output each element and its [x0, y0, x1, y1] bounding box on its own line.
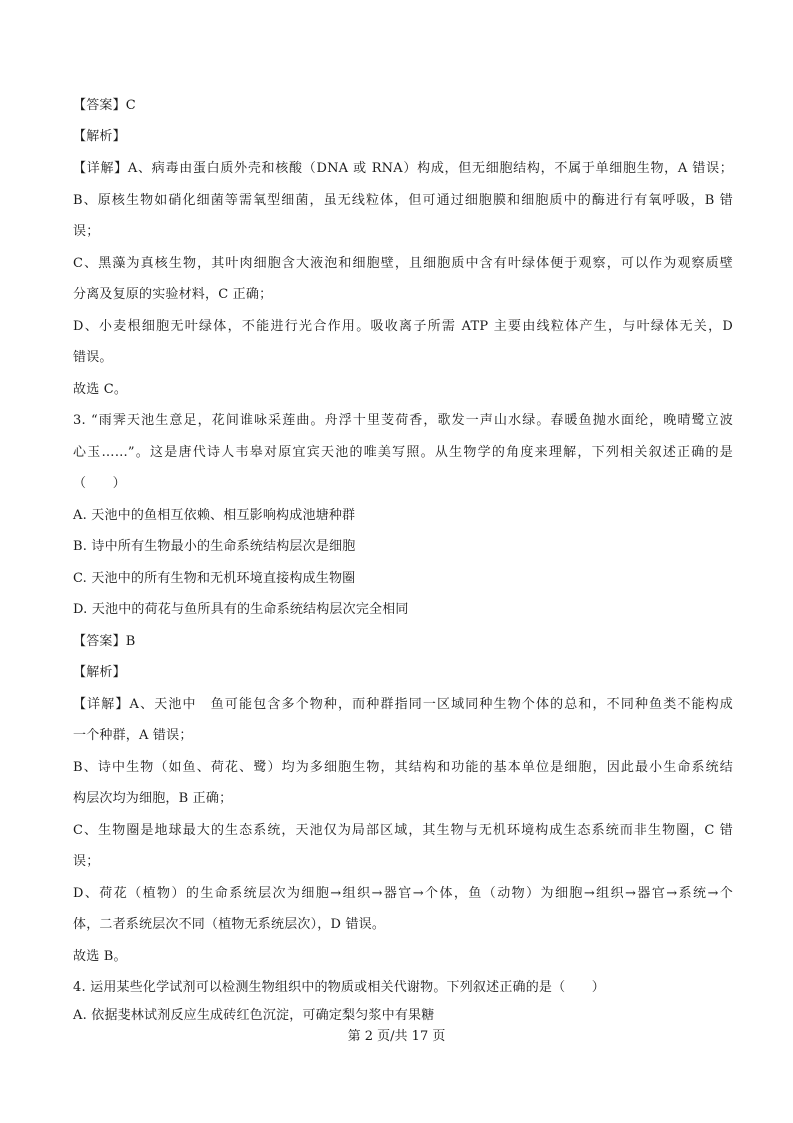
option-a: A. 天池中的鱼相互依赖、相互影响构成池塘种群 — [73, 508, 356, 523]
question-text: 3. “雨霁天池生意足，花间谁咏采莲曲。舟浮十里芰荷香，歌发一声山水绿。春暖鱼抛水面纶，晚晴鹭立波 — [73, 413, 733, 428]
option-a: A. 依据斐林试剂反应生成砖红色沉淀，可确定梨匀浆中有果糖 — [73, 1008, 435, 1023]
option-b: B. 诗中所有生物最小的生命系统结构层次是细胞 — [73, 539, 356, 554]
text-line: 体，二者系统层次不同（植物无系统层次），D 错误。 — [73, 917, 386, 932]
text-line: D、荷花（植物）的生命系统层次为细胞→组织→器官→个体，鱼（动物）为细胞→组织→器官→系统→个 — [73, 886, 733, 901]
text-line: B、原核生物如硝化细菌等需氧型细菌，虽无线粒体，但可通过细胞膜和细胞质中的酶进行有氧呼吸，B 错 — [73, 193, 733, 208]
text-line: 一个种群，A 错误； — [73, 728, 193, 743]
analysis-label: 【解析】 — [73, 129, 126, 144]
answer-label: 【答案】C — [73, 98, 136, 113]
text-line: D、小麦根细胞无叶绿体，不能进行光合作用。吸收离子所需 ATP 主要由线粒体产生，与叶绿体无关，D — [73, 319, 733, 334]
question-text: 4. 运用某些化学试剂可以检测生物组织中的物质或相关代谢物。下列叙述正确的是（ ） — [73, 980, 605, 995]
text-line: C、黑藻为真核生物，其叶肉细胞含大液泡和细胞壁，且细胞质中含有叶绿体便于观察，可以作为观察质壁 — [73, 256, 733, 271]
conclusion-line: 故选 C。 — [73, 382, 128, 397]
question-blank: （ ） — [73, 476, 126, 491]
text-line: 分离及复原的实验材料，C 正确； — [73, 287, 273, 302]
text-line: 构层次均为细胞，B 正确； — [73, 791, 233, 806]
text-line: 误； — [73, 854, 100, 869]
conclusion-line: 故选 B。 — [73, 949, 127, 964]
text-line: 【详解】A、天池中 鱼可能包含多个物种，而种群指同一区域同种生物个体的总和，不同种鱼类不能构成 — [73, 697, 733, 712]
page-number: 第 2 页/共 17 页 — [347, 1029, 446, 1044]
text-line: 错误。 — [73, 350, 113, 365]
text-line: B、诗中生物（如鱼、荷花、鹭）均为多细胞生物，其结构和功能的基本单位是细胞，因此最小生命系统结 — [73, 760, 733, 775]
analysis-label: 【解析】 — [73, 665, 126, 680]
option-c: C. 天池中的所有生物和无机环境直接构成生物圈 — [73, 571, 356, 586]
option-d: D. 天池中的荷花与鱼所具有的生命系统结构层次完全相同 — [73, 602, 409, 617]
text-line: C、生物圈是地球最大的生态系统，天池仅为局部区域，其生物与无机环境构成生态系统而非生物圈，C 错 — [73, 823, 733, 838]
text-line: 误； — [73, 224, 100, 239]
text-line: 【详解】A、病毒由蛋白质外壳和核酸（DNA 或 RNA）构成，但无细胞结构，不属于单细胞生物，A 错误； — [73, 161, 733, 176]
question-text: 心玉……”。这是唐代诗人韦皋对原宜宾天池的唯美写照。从生物学的角度来理解，下列相关叙述正确的是 — [73, 445, 733, 460]
answer-label: 【答案】B — [73, 634, 136, 649]
